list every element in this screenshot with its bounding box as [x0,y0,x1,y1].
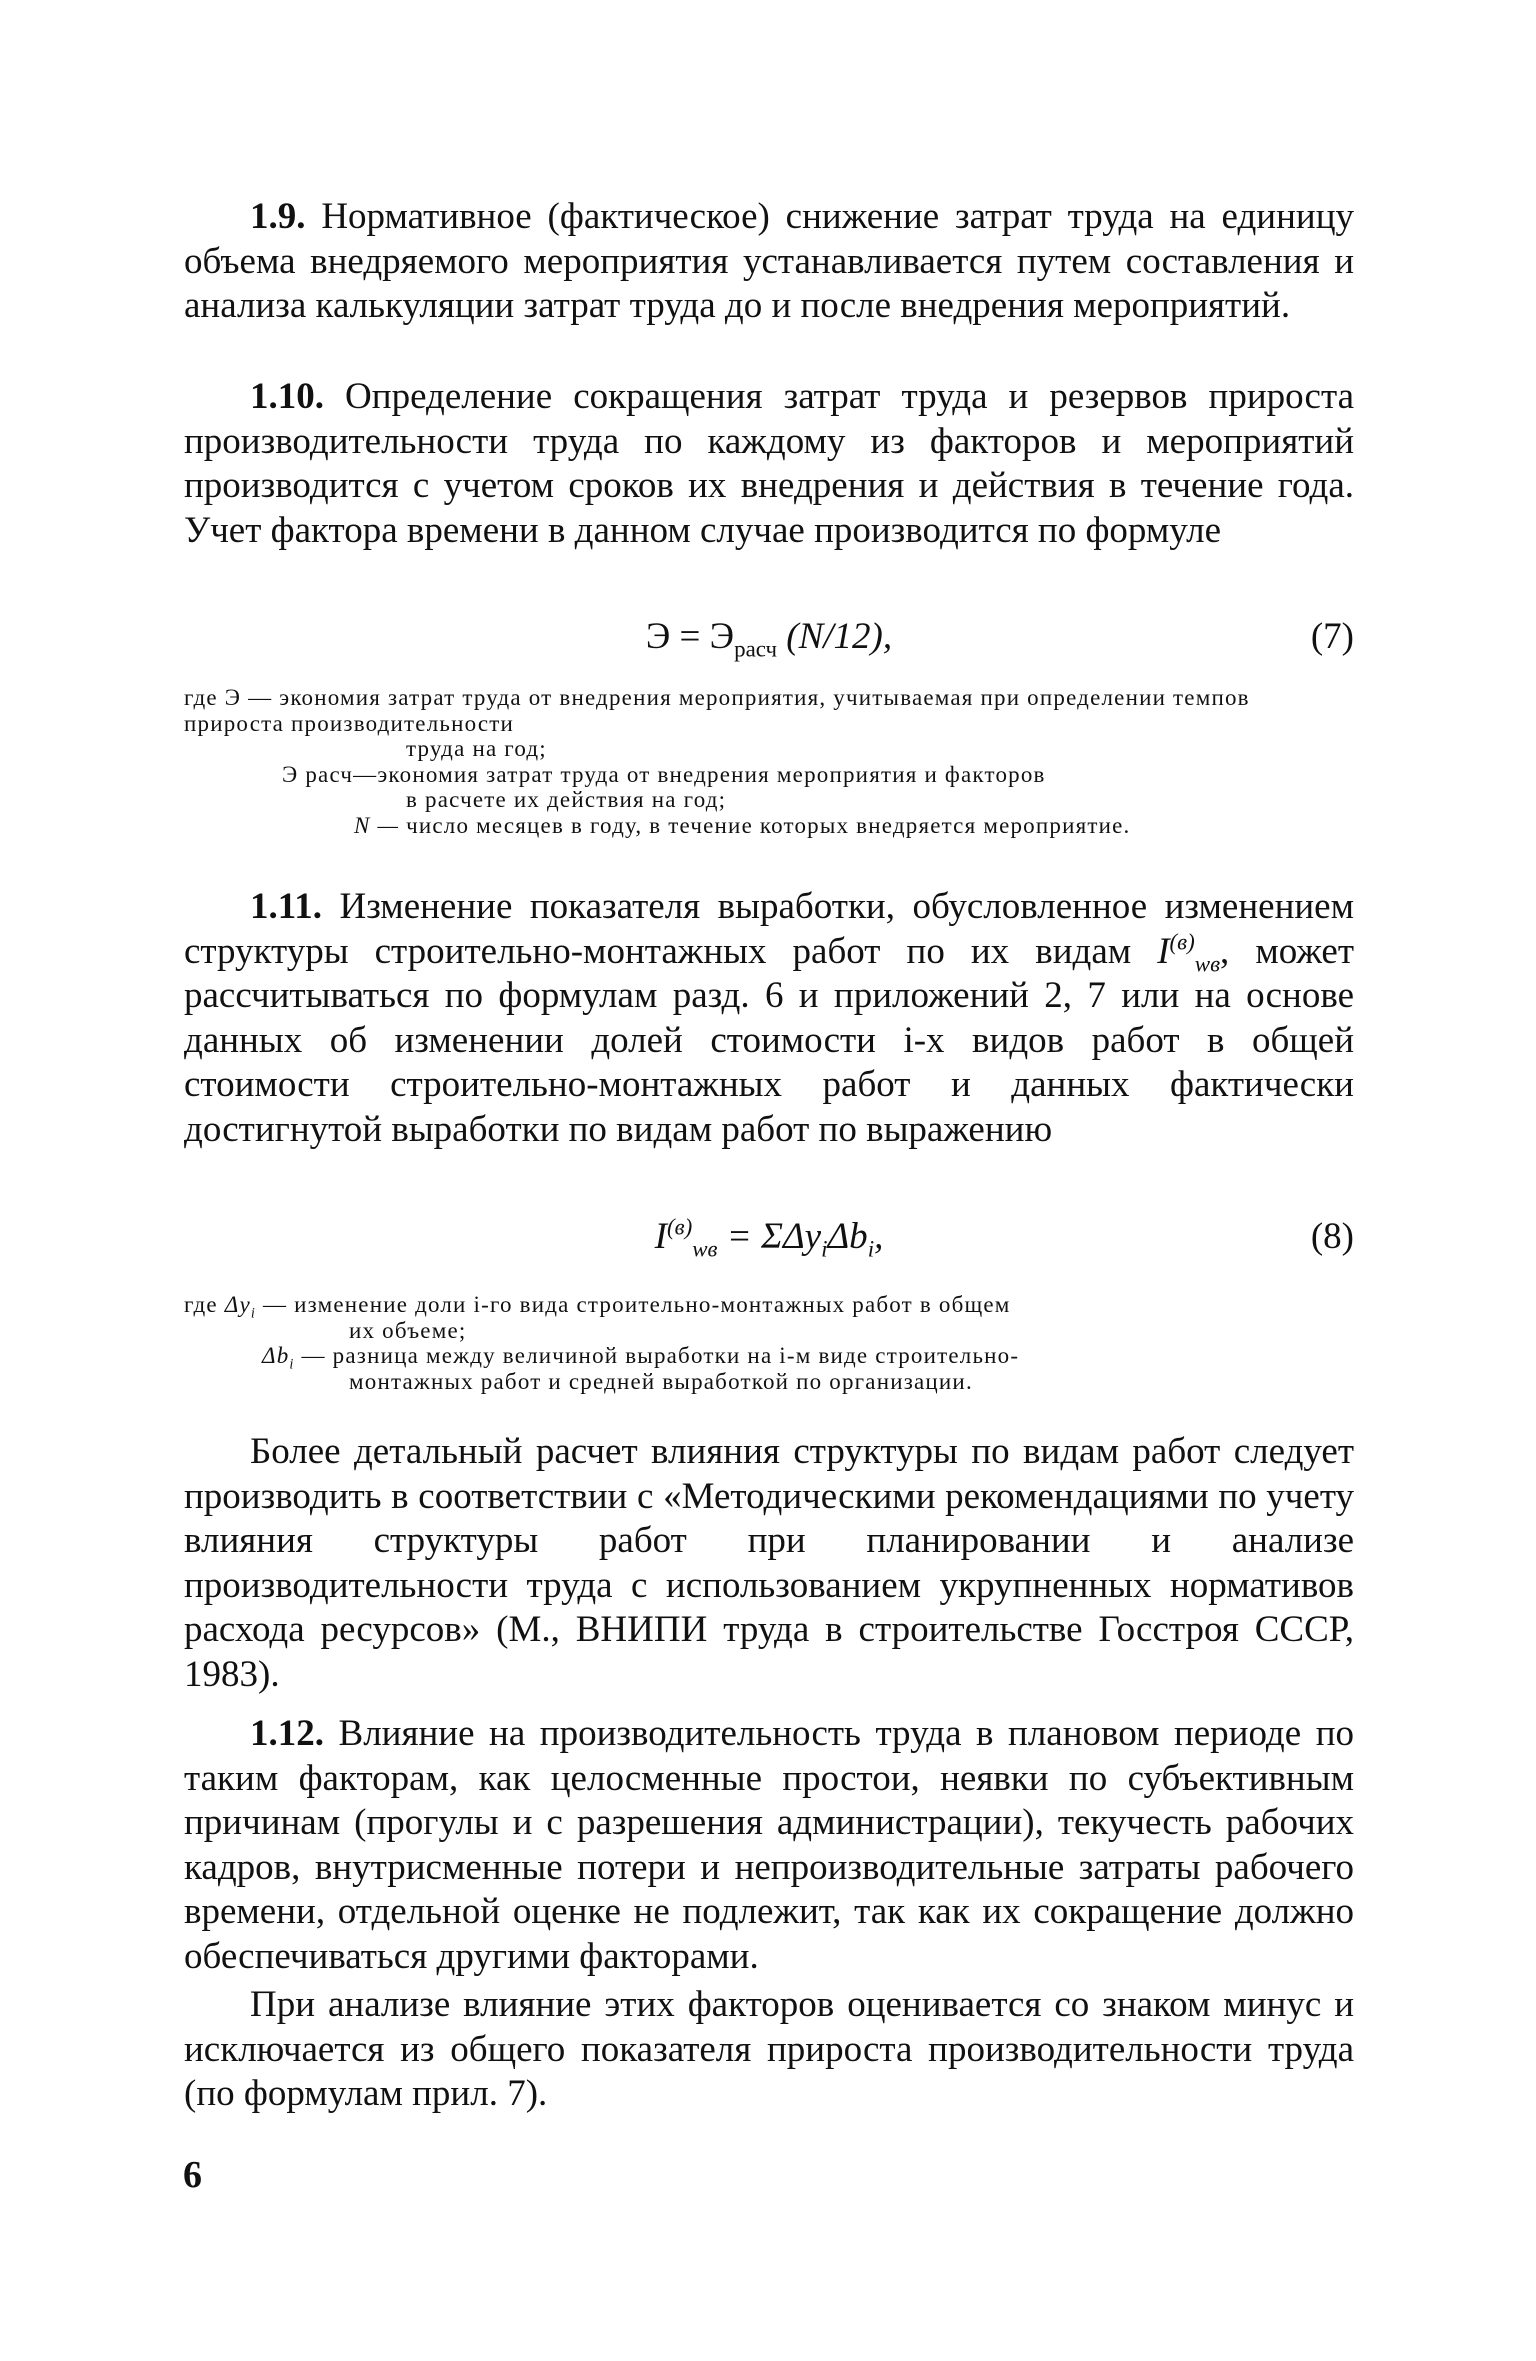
paragraph-text-continued: , может рассчитываться по формулам разд. 6 и приложений 2, 7 или на основе данных об изменении долей стоимости i-х видов работ в общей стоимости строительно-монтажных работ и данных фактически достигнутой выработки по видам работ по выражению [184,930,1354,1150]
paragraph-structure-details [184,1430,1354,1697]
formula-rhs: = ΣΔy [717,1216,822,1257]
page-number: 6 [183,2154,202,2196]
formula-tail: , [874,1216,884,1257]
paragraph-text: Изменение показателя выработки, обусловленное изменением структуры строительно-монтажных работ по их видам [184,886,1355,972]
legend-label: N — [354,812,400,838]
formula-expression [184,612,1354,662]
symbol-letter: I [1157,930,1170,972]
formula-lhs: Э = Э [645,616,735,657]
paragraph-number: 1.12. [250,1713,324,1754]
paragraph-text: При анализе влияние этих факторов оценивается со знаком минус и исключается из общего показателя прироста производительности труда (по формулам прил. 7). [184,1984,1354,2114]
paragraph-1-12 [184,1712,1354,1979]
formula-rhs: (N/12), [777,616,893,657]
paragraph-number: 1.10. [250,376,324,417]
formula-expression [184,1212,1354,1262]
formula-superscript: (в) [667,1214,693,1240]
paragraph-1-9 [184,195,1354,329]
legend-text: — разница между величиной выработки на i-м виде строительно- [294,1343,1020,1368]
legend-label: Э расч— [282,761,378,787]
equation-number: (7) [1310,616,1354,657]
legend-label: Э — экономия затрат [224,685,456,710]
formula-rhs-2: Δb [827,1216,868,1257]
label-symbol: Δy [224,1292,251,1317]
symbol-superscript: (в) [1169,929,1195,955]
paragraph-number: 1.9. [250,196,306,237]
formula-subscript: i [821,1236,828,1262]
formula-7 [184,612,1354,662]
formula-8 [184,1212,1354,1262]
legend-text: труда от внедрения мероприятия, учитываемая при определении темпов прироста производительности [184,685,1250,736]
paragraph-analysis [184,1983,1354,2117]
label-subscript: i [250,1305,257,1322]
paragraph-text: Более детальный расчет влияния структуры по видам работ следует производить в соответствии с «Методическими рекомендациями по учету влияния структуры работ при планировании и анализе производительности труда с использованием укрупненных нормативов расхода ресурсов» (М., ВНИПИ труда в строительстве Госстроя СССР, 1983). [184,1431,1354,1695]
legend-item-dy [184,1292,1354,1343]
paragraph-text: Нормативное (фактическое) снижение затрат труда на единицу объема внедряемого мероприятия устанавливается путем составления и анализа калькуляции затрат труда до и после внедрения мероприятий. [184,196,1354,326]
legend-item-erasch [184,762,1354,813]
paragraph-1-10 [184,375,1354,553]
formula-subscript: расч [734,636,778,662]
where-label: где [184,1292,218,1317]
legend-label [224,1292,257,1322]
legend-text: экономия затрат труда от внедрения мероприятия и факторов [377,761,1046,787]
paragraph-text: Определение сокращения затрат труда и резервов прироста производительности труда по каждому из факторов и мероприятий производится с учетом сроков их внедрения и действия в течение года. Учет фактора времени в данном случае производится по формуле [184,376,1355,551]
formula-lhs: I [654,1216,667,1257]
label-subscript: i [289,1356,295,1373]
legend-item-e [184,685,1354,762]
structure-index-symbol [1157,929,1221,976]
legend-item-db [184,1343,1354,1394]
paragraph-text: Влияние на производительность труда в плановом периоде по таким факторам, как целосменные простои, неявки по субъективным причинам (прогулы и с разрешения администрации), текучесть рабочих кадров, внутрисменные потери и непроизводительные затраты рабочего времени, отдельной оценке не подлежит, так как их сокращение должно обеспечиваться другими факторами. [184,1713,1354,1977]
equation-number: (8) [1310,1216,1354,1257]
formula-7-legend [184,685,1354,838]
symbol-subscript: wв [1194,950,1221,976]
legend-text-continued: труда на год; [406,736,547,761]
legend-text: — изменение доли i-го вида строительно-монтажных работ в общем [256,1292,1011,1317]
legend-text-continued: монтажных работ и средней выработкой по организации. [349,1368,973,1394]
where-label: где [184,685,218,710]
legend-text-continued: в расчете их действия на год; [406,787,727,812]
formula-8-legend [184,1292,1354,1394]
formula-subscript: wв [692,1236,718,1262]
legend-text: число месяцев в году, в течение которых внедряется мероприятие. [406,812,1131,838]
legend-label [262,1343,295,1373]
paragraph-number: 1.11. [250,886,322,927]
legend-item-n [184,813,1354,839]
paragraph-1-11 [184,885,1354,1152]
label-symbol: Δb [262,1343,290,1368]
legend-text-continued: их объеме; [349,1317,467,1343]
formula-subscript: i [867,1236,875,1262]
